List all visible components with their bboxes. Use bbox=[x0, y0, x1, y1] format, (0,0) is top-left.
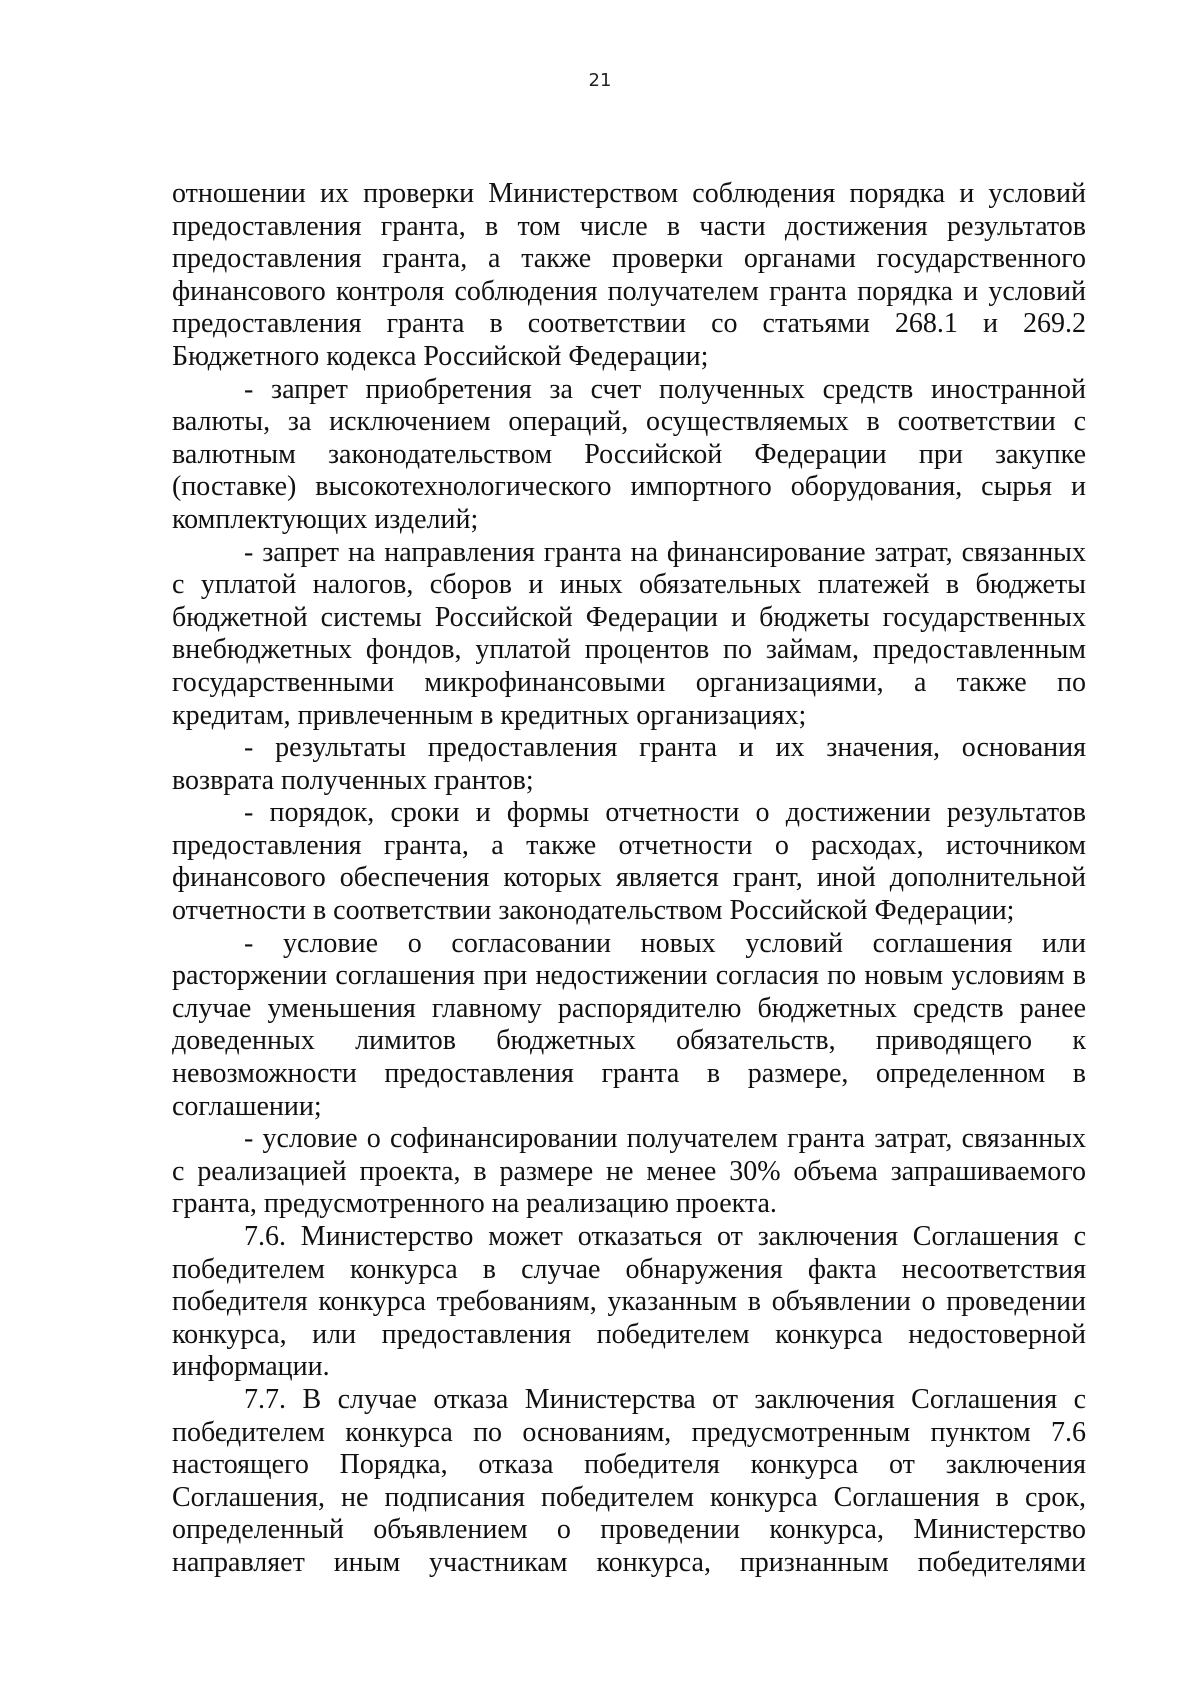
paragraph-cost-ban: - запрет на направления гранта на финансирование затрат, связанных с уплатой налогов, сборов и иных обязательных платежей в бюджеты бюджетной системы Российской Федерации и бюджеты государственных внебюджетных фондов, уплатой процентов по займам, предоставленным государственными микрофинансовыми организациями, а также по кредитам, привлеченным в кредитных организациях; bbox=[172, 536, 1086, 731]
paragraph-reporting: - порядок, сроки и формы отчетности о достижении результатов предоставления гранта, а также отчетности о расходах, источником финансового обеспечения которых является грант, иной дополнительной отчетности в соответствии законодательством Российской Федерации; bbox=[172, 797, 1086, 927]
paragraph-results: - результаты предоставления гранта и их значения, основания возврата полученных грантов; bbox=[172, 732, 1086, 796]
paragraph-cofinancing: - условие о софинансировании получателем гранта затрат, связанных с реализацией проекта, в размере не менее 30% объема запрашиваемого гранта, предусмотренного на реализацию проекта. bbox=[172, 1123, 1086, 1220]
paragraph-currency-ban: - запрет приобретения за счет полученных средств иностранной валюты, за исключением операций, осуществляемых в соответствии с валютным законодательством Российской Федерации при закупке (поставке) высокотехнологического импортного оборудования, сырья и комплектующих изделий; bbox=[172, 373, 1086, 535]
page-number: 21 bbox=[588, 70, 612, 91]
document-body bbox=[172, 178, 1086, 1580]
paragraph-verification-conditions: отношении их проверки Министерством соблюдения порядка и условий предоставления гранта, в том числе в части достижения результатов предоставления гранта, а также проверки органами государственного финансового контроля соблюдения получателем гранта порядка и условий предоставления гранта в соответствии со статьями 268.1 и 269.2 Бюджетного кодекса Российской Федерации; bbox=[172, 178, 1086, 372]
paragraph-agreement-terms: - условие о согласовании новых условий соглашения или расторжении соглашения при недостижении согласия по новым условиям в случае уменьшения главному распорядителю бюджетных средств ранее доведенных лимитов бюджетных обязательств, приводящего к невозможности предоставления гранта в размере, определенном в соглашении; bbox=[172, 927, 1086, 1122]
paragraph-clause-7-7: 7.7. В случае отказа Министерства от заключения Соглашения с победителем конкурса по основаниям, предусмотренным пунктом 7.6 настоящего Порядка, отказа победителя конкурса от заключения Соглашения, не подписания победителем конкурса Соглашения в срок, определенный объявлением о проведении конкурса, Министерство направляет иным участникам конкурса, признанным победителями bbox=[172, 1383, 1086, 1578]
paragraph-clause-7-6: 7.6. Министерство может отказаться от заключения Соглашения с победителем конкурса в случае обнаружения факта несоответствия победителя конкурса требованиям, указанным в объявлении о проведении конкурса, или предоставления победителем конкурса недостоверной информации. bbox=[172, 1221, 1086, 1383]
